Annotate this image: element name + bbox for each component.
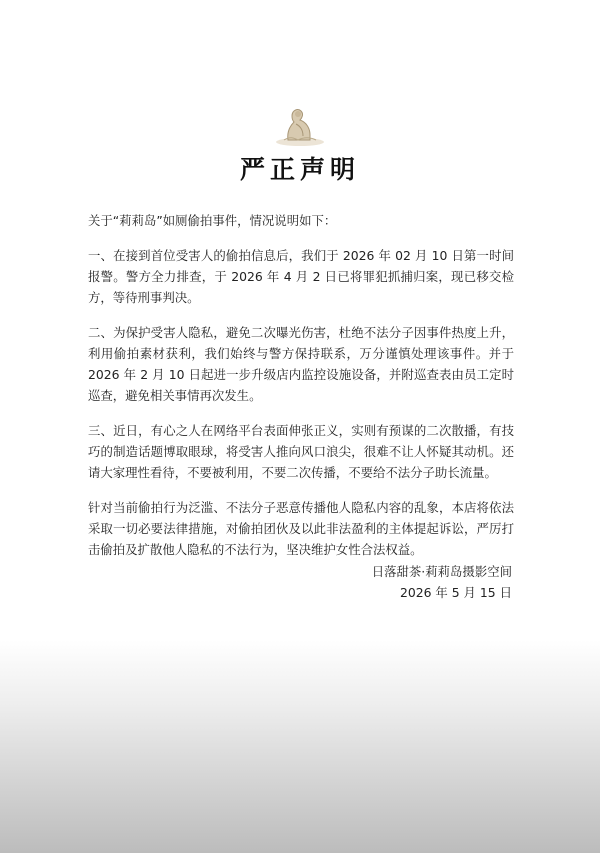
intro-paragraph: 关于“莉莉岛”如厕偷拍事件，情况说明如下： <box>88 213 337 228</box>
signature-organization: 日落甜茶·莉莉岛摄影空间 <box>371 564 512 579</box>
brand-logo-icon <box>270 102 330 148</box>
statement-body <box>88 210 514 574</box>
paragraph-4: 针对当前偷拍行为泛滥、不法分子恶意传播他人隐私内容的乱象，本店将依法采取一切必要法律措施，对偷拍团伙及以此非法盈利的主体提起诉讼，严厉打击偷拍及扩散他人隐私的不法行为，坚决维护女性合法权益。 <box>88 500 514 557</box>
paragraph-2: 二、为保护受害人隐私，避免二次曝光伤害，杜绝不法分子因事件热度上升，利用偷拍素材获利，我们始终与警方保持联系，万分谨慎处理该事件。并于 2026 年 2 月 10 日起进一步升级店内监控设施设备，并附巡查表由员工定时巡查，避免相关事情再次发生。 <box>88 325 514 403</box>
document-title: 严正声明 <box>239 155 360 184</box>
signature-block <box>372 561 512 603</box>
paragraph-3: 三、近日，有心之人在网络平台表面伸张正义，实则有预谋的二次散播，有技巧的制造话题博取眼球，将受害人推向风口浪尖，很难不让人怀疑其动机。还请大家理性看待，不要被利用，不要二次传播，不要给不法分子助长流量。 <box>88 423 514 480</box>
signature-date: 2026 年 5 月 15 日 <box>399 585 512 600</box>
paragraph-1: 一、在接到首位受害人的偷拍信息后，我们于 2026 年 02 月 10 日第一时间报警。警方全力排查，于 2026 年 4 月 2 日已将罪犯抓捕归案，现已移交检方，等待刑事判决。 <box>88 248 514 305</box>
